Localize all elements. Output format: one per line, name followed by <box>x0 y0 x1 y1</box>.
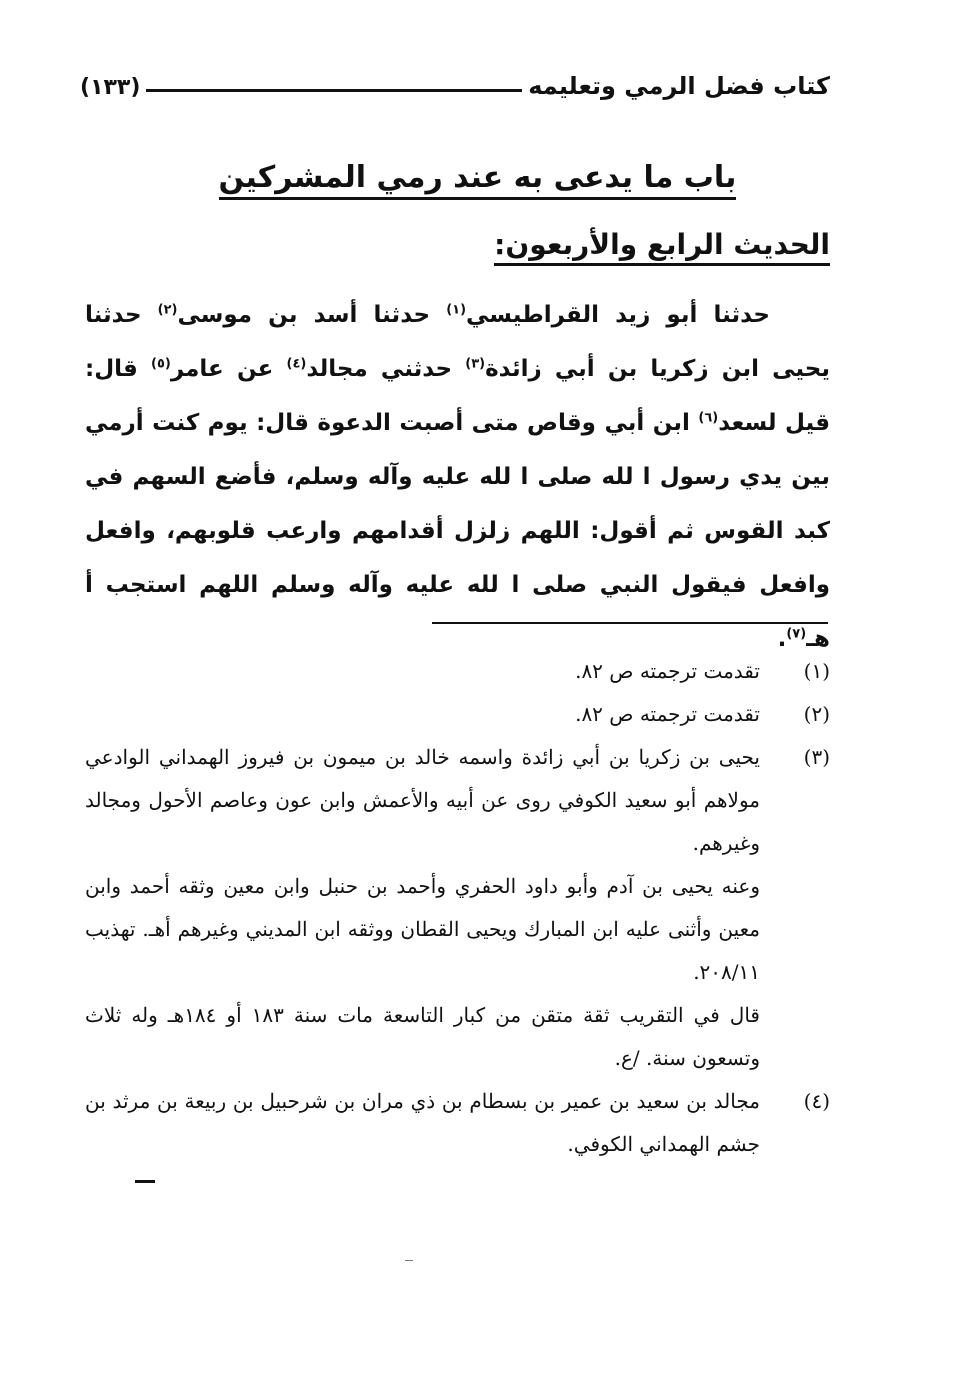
text-segment: قال: قيل لسعد <box>85 356 831 436</box>
footnote-ref-7[interactable]: (٧) <box>786 626 807 642</box>
footnote-paragraph: وعنه يحيى بن آدم وأبو داود الحفري وأحمد بن حنبل وابن معين وثقه أحمد وابن معين وأثنى عليه ابن المبارك ويحيى القطان ووثقه ابن المديني وغيرهم أهـ. تهذيب ٢٠٨/١١. <box>85 874 760 984</box>
hadith-heading <box>494 228 830 261</box>
text-segment: حدثنا يحيى ابن زكريا بن أبي زائدة <box>85 302 831 382</box>
text-segment: ابن أبي وقاص متى أصبت الدعوة قال: يوم كنت أرمي بين يدي رسول ا لله صلى ا لله عليه وآله وسلم، فأضع السهم في كبد القوس ثم أقول: اللهم زلزل أقدامهم وارعب قلوبهم، وافعل وافعل فيقول النبي صلى ا لله عليه وآله وسلم اللهم استجب أ هـ <box>85 410 830 652</box>
footnote-4 <box>85 1080 830 1166</box>
text-segment: حدثنا أسد بن موسى <box>177 302 447 328</box>
footnote-ref-4[interactable]: (٤) <box>286 356 307 372</box>
running-head <box>80 60 830 100</box>
page-number: (١٣٣) <box>80 75 141 100</box>
footnote-ref-6[interactable]: (٦) <box>698 410 719 426</box>
footnote-ref-1[interactable]: (١) <box>446 302 467 318</box>
scan-speck <box>405 1260 413 1261</box>
footnote-number: (٢) <box>803 702 830 726</box>
footnote-text: تقدمت ترجمته ص ٨٢. <box>575 659 760 683</box>
footnote-ref-5[interactable]: (٥) <box>151 356 171 372</box>
hadith-text <box>85 288 830 666</box>
footnote-ref-3[interactable]: (٣) <box>465 356 486 372</box>
text-segment: . <box>777 626 787 652</box>
hadith-heading-text: الحديث الرابع والأربعون: <box>494 228 830 266</box>
chapter-title <box>0 160 955 195</box>
footnote-paragraph: يحيى بن زكريا بن أبي زائدة واسمه خالد بن ميمون بن فيروز الهمداني الوادعي مولاهم أبو سعيد الكوفي روى عن أبيه والأعمش وابن عون وعاصم الأحول ومجالد وغيرهم. <box>85 745 760 855</box>
footnote-1 <box>85 650 830 693</box>
text-segment: عن عامر <box>170 356 287 382</box>
footnote-number: (١) <box>803 659 830 683</box>
footnote-paragraph: قال في التقريب ثقة متقن من كبار التاسعة مات سنة ١٨٣ أو ١٨٤هـ وله ثلاث وتسعون سنة. /ع. <box>85 1003 760 1070</box>
footnote-2 <box>85 693 830 736</box>
chapter-title-text: باب ما يدعى به عند رمي المشركين <box>219 160 737 200</box>
running-head-rule <box>146 89 522 92</box>
text-segment: حدثنا أبو زيد القراطيسي <box>466 302 771 328</box>
text-segment: حدثني مجالد <box>306 356 466 382</box>
footnote-number: (٣) <box>803 745 830 769</box>
footnotes <box>85 650 830 1166</box>
footnote-text: مجالد بن سعيد بن عمير بن بسطام بن ذي مران بن شرحبيل بن ربيعة بن مرثد بن جشم الهمداني الكوفي. <box>85 1089 760 1156</box>
footnote-number: (٤) <box>803 1089 830 1113</box>
footnote-separator <box>432 622 828 624</box>
footnote-ref-2[interactable]: (٢) <box>157 302 178 318</box>
margin-dash <box>135 1180 155 1183</box>
hadith-paragraph <box>85 288 830 666</box>
footnote-3 <box>85 736 830 1080</box>
footnote-text: تقدمت ترجمته ص ٨٢. <box>575 702 760 726</box>
running-head-title: كتاب فضل الرمي وتعليمه <box>528 72 830 100</box>
